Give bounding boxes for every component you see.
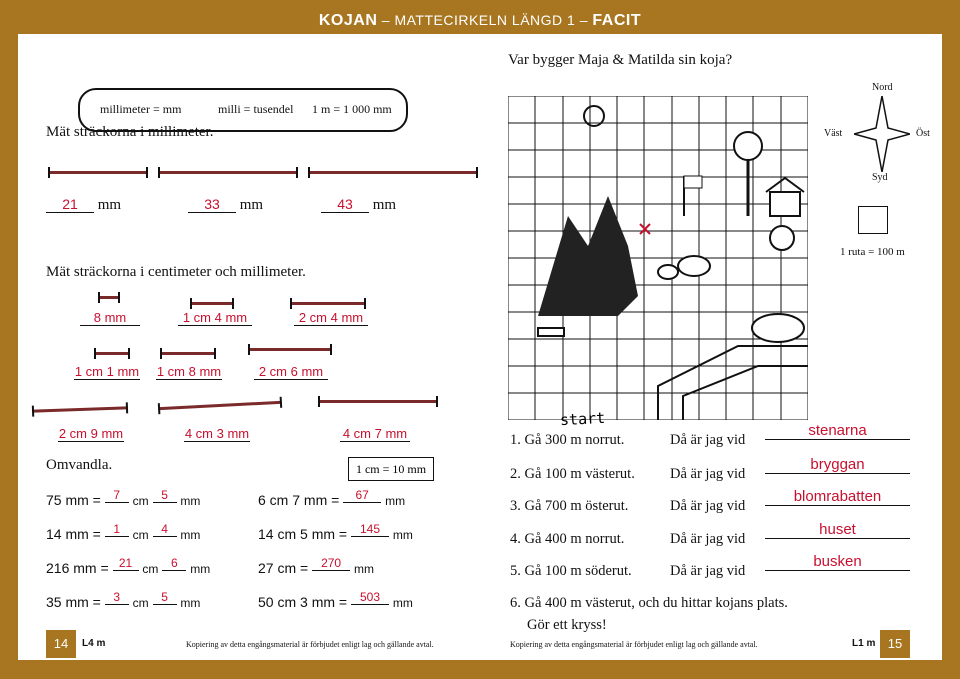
step-text: 5. Gå 100 m söderut. [510, 563, 632, 579]
step-3 [510, 488, 882, 515]
step-4 [510, 521, 856, 548]
step-answer: stenarna [765, 422, 910, 440]
copyright-footer: Kopiering av detta engångsmaterial är förbjudet enligt lag och gällande avtal. [186, 640, 434, 649]
conv-prefix: 14 mm = [46, 526, 101, 542]
scroll-text-a: millimeter = mm [100, 102, 182, 116]
page-code: L4 m [82, 638, 106, 649]
step-then: Då är jag vid [670, 432, 746, 448]
task2-heading: Mät sträckorna i centimeter och millimeter. [46, 264, 306, 280]
step-6: 6. Gå 400 m västerut, och du hittar kojans plats. [510, 595, 788, 611]
scroll-text-b: milli = tusendel [218, 102, 294, 116]
conv-unit: mm [392, 528, 413, 542]
task2-answer: 4 cm 7 mm [340, 426, 410, 442]
map-grid [508, 96, 808, 420]
conv-prefix: 75 mm = [46, 492, 101, 508]
conv-prefix: 35 mm = [46, 594, 101, 610]
measure-line-11 [158, 401, 282, 410]
step-6-cross: Gör ett kryss! [527, 617, 607, 633]
conv-answer: 67 [343, 488, 381, 503]
start-label: start [559, 408, 606, 430]
conversion-hint-box: 1 cm = 10 mm [348, 457, 434, 481]
right-page [480, 34, 942, 660]
measure-line-7 [94, 352, 130, 355]
flowerbed-icon [752, 314, 804, 342]
task3-heading: Omvandla. [46, 457, 113, 473]
conv-row [46, 556, 211, 577]
measure-line-4 [98, 296, 120, 299]
answer-value: 43 [321, 196, 369, 213]
conv-unit: cm [132, 528, 149, 542]
measure-line-3 [308, 171, 478, 174]
conv-answer: 21 [113, 556, 139, 571]
step-answer: huset [765, 521, 910, 539]
conv-prefix: 14 cm 5 mm = [258, 526, 348, 542]
conv-row [258, 522, 413, 543]
task2-answer: 4 cm 3 mm [184, 426, 250, 441]
conv-row [46, 522, 201, 543]
measure-line-5 [190, 302, 234, 305]
compass-south: Syd [872, 172, 888, 183]
answer-row-3 [321, 196, 396, 214]
kojan-cross-mark [640, 224, 650, 234]
answer-unit: mm [372, 197, 397, 213]
page-number: 14 [46, 630, 76, 658]
conv-answer: 3 [105, 590, 129, 605]
conv-answer: 145 [351, 522, 389, 537]
conv-unit: mm [392, 596, 413, 610]
conv-answer: 4 [153, 522, 177, 537]
task2-answer: 1 cm 4 mm [178, 310, 252, 326]
task2-answer: 2 cm 6 mm [254, 364, 328, 380]
conv-unit: mm [180, 596, 201, 610]
scroll-text-c: 1 m = 1 000 mm [312, 102, 392, 116]
page-code: L1 m [852, 638, 876, 649]
task2-answer: 2 cm 9 mm [58, 426, 124, 441]
step-text: 3. Gå 700 m österut. [510, 498, 629, 514]
brand-title: KOJAN [318, 12, 378, 29]
flag-icon [684, 176, 702, 188]
answer-row-1 [46, 196, 121, 214]
page-number: 15 [880, 630, 910, 658]
conv-unit: cm [132, 596, 149, 610]
step-5 [510, 553, 862, 580]
page-header [0, 0, 960, 34]
house-icon [770, 192, 800, 216]
scale-label: 1 ruta = 100 m [840, 246, 905, 258]
step-text: 1. Gå 300 m norrut. [510, 432, 625, 448]
conv-prefix: 216 mm = [46, 560, 109, 576]
answer-value: 21 [46, 196, 94, 213]
bush-icon [770, 226, 794, 250]
conv-unit: mm [385, 494, 406, 508]
map-question: Var bygger Maja & Matilda sin koja? [508, 52, 733, 68]
measure-line-2 [158, 171, 298, 174]
road-icon [658, 346, 808, 420]
task2-answer: 8 mm [80, 310, 140, 326]
step-answer: bryggan [765, 456, 910, 474]
mountain-icon [538, 196, 638, 316]
task2-answer: 1 cm 1 mm [74, 364, 140, 379]
task2-answer: 2 cm 4 mm [294, 310, 368, 326]
conv-unit: mm [190, 562, 211, 576]
conv-unit: mm [353, 562, 374, 576]
answer-value: 33 [188, 196, 236, 213]
jetty-icon [538, 328, 564, 336]
measure-line-9 [248, 348, 332, 351]
stones-icon [678, 256, 710, 276]
measure-line-12 [318, 400, 438, 403]
conv-answer: 5 [153, 488, 177, 503]
answer-row-2 [188, 196, 263, 214]
conv-answer: 1 [105, 522, 129, 537]
copyright-footer: Kopiering av detta engångsmaterial är förbjudet enligt lag och gällande avtal. [510, 640, 758, 649]
measure-line-10 [32, 406, 128, 412]
header-subtitle: – MATTECIRKELN LÄNGD 1 – [381, 12, 589, 28]
compass-north: Nord [872, 82, 893, 93]
step-1 [510, 422, 867, 449]
step-then: Då är jag vid [670, 466, 746, 482]
step-then: Då är jag vid [670, 531, 746, 547]
conv-prefix: 50 cm 3 mm = [258, 594, 348, 610]
conv-answer: 5 [153, 590, 177, 605]
tree-icon [734, 132, 762, 160]
conv-unit: mm [180, 528, 201, 542]
step-answer: busken [765, 553, 910, 571]
conv-unit: cm [132, 494, 149, 508]
conv-row [258, 556, 374, 577]
answer-unit: mm [239, 197, 264, 213]
step-then: Då är jag vid [670, 563, 746, 579]
step-answer: blomrabatten [765, 488, 910, 506]
compass-star-icon [854, 96, 910, 172]
conv-prefix: 27 cm = [258, 560, 309, 576]
task1-heading: Mät sträckorna i millimeter. [46, 124, 214, 140]
step-text: 4. Gå 400 m norrut. [510, 531, 625, 547]
task2-answer: 1 cm 8 mm [156, 364, 222, 379]
step-then: Då är jag vid [670, 498, 746, 514]
scale-square-icon [858, 206, 888, 234]
conv-row [258, 590, 413, 611]
step-2 [510, 456, 865, 483]
conv-answer: 6 [162, 556, 186, 571]
conv-unit: mm [180, 494, 201, 508]
header-facit: FACIT [592, 12, 642, 29]
conv-prefix: 6 cm 7 mm = [258, 492, 340, 508]
left-page [18, 34, 480, 660]
measure-line-1 [48, 171, 148, 174]
compass-east: Öst [916, 128, 930, 139]
measure-line-6 [290, 302, 366, 305]
answer-unit: mm [97, 197, 122, 213]
step-text: 2. Gå 100 m västerut. [510, 466, 635, 482]
compass-rose [824, 82, 944, 192]
measure-line-8 [160, 352, 216, 355]
conv-answer: 503 [351, 590, 389, 605]
conv-answer: 270 [312, 556, 350, 571]
conv-row [258, 488, 406, 509]
conv-row [46, 488, 201, 509]
conv-answer: 7 [105, 488, 129, 503]
conv-unit: cm [142, 562, 159, 576]
conv-row [46, 590, 201, 611]
compass-west: Väst [824, 128, 843, 139]
